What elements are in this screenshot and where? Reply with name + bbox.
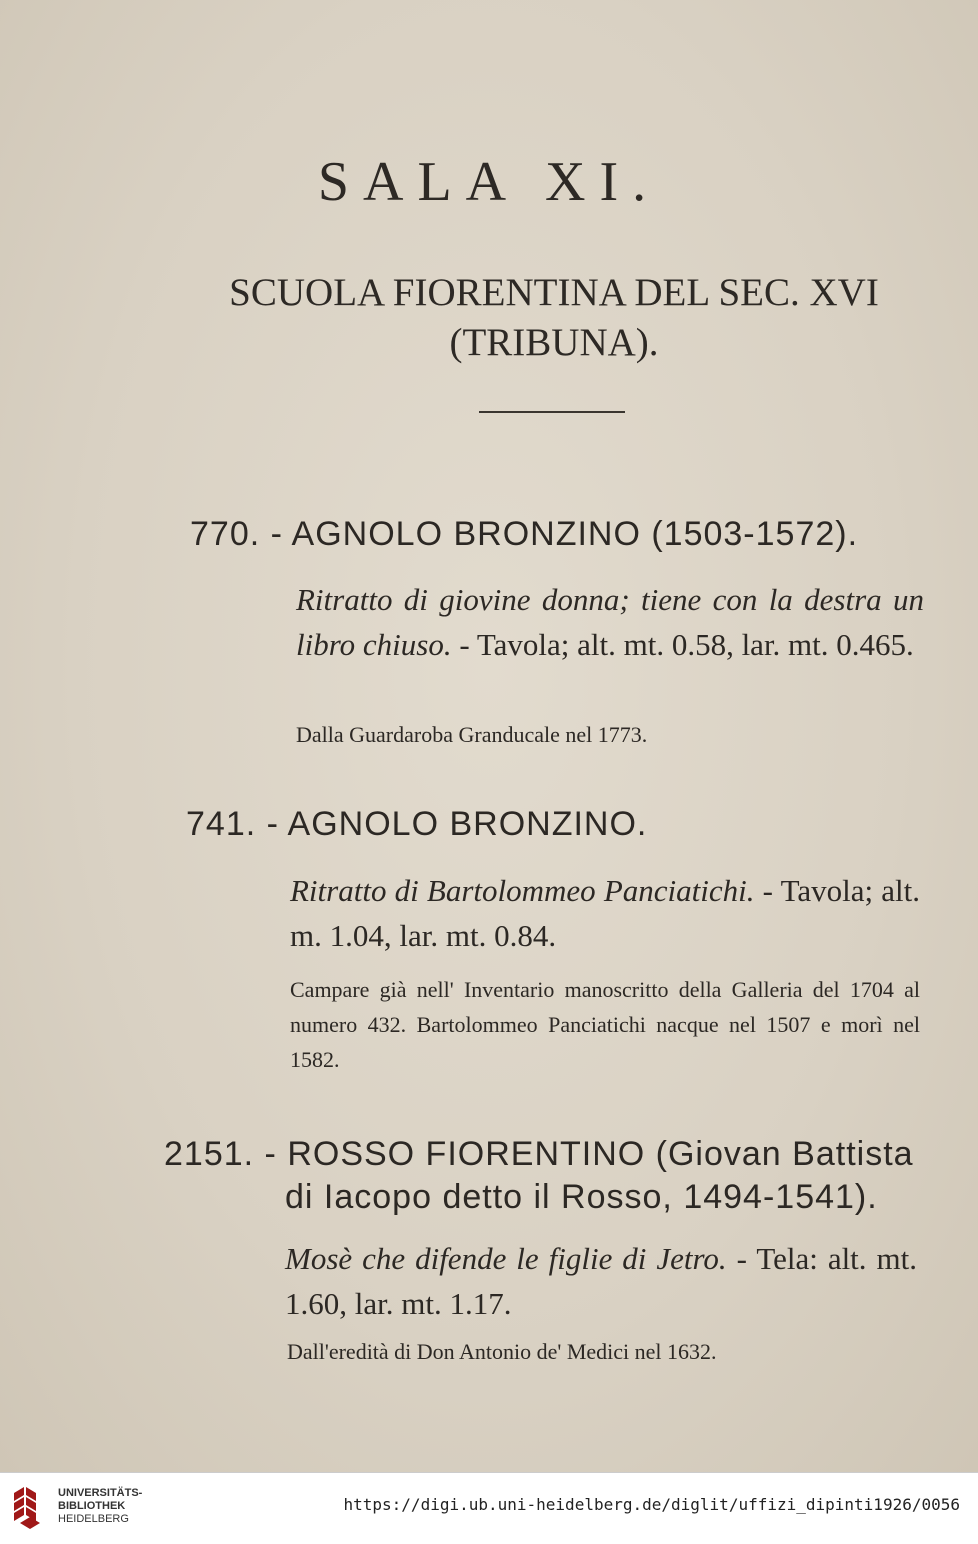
- subtitle-line-1: SCUOLA FIORENTINA DEL SEC. XVI: [229, 271, 879, 314]
- entry-number: 2151. -: [164, 1135, 277, 1173]
- entry-artist: ROSSO FIORENTINO (Giovan Battista: [287, 1135, 914, 1173]
- entry-heading: [190, 515, 858, 554]
- logo-line-2: BIBLIOTHEK: [58, 1500, 126, 1512]
- entry-heading: [186, 805, 647, 844]
- page-title: SALA XI.: [317, 151, 661, 213]
- entry-artist: AGNOLO BRONZINO (1503-1572).: [291, 515, 859, 553]
- entry-number: 770. -: [190, 515, 283, 553]
- footer-bar: [0, 1472, 978, 1544]
- entry-number: 741. -: [186, 805, 279, 843]
- entry-description: [290, 868, 920, 958]
- library-logo-icon: [10, 1483, 50, 1533]
- entry-description: [296, 577, 924, 667]
- logo-line-1: UNIVERSITÄTS-: [58, 1487, 143, 1499]
- entry-artist-continued: di Iacopo detto il Rosso, 1494-1541).: [285, 1178, 878, 1216]
- entry-artist: AGNOLO BRONZINO.: [287, 805, 648, 843]
- separator-rule: [479, 411, 625, 413]
- entry-description: [285, 1236, 917, 1326]
- artwork-details: - Tela: alt. mt. 1.60, lar. mt. 1.17.: [285, 1241, 917, 1321]
- artwork-details: - Tavola; alt. m. 1.04, lar. mt. 0.84.: [290, 873, 920, 953]
- library-logo-text: [58, 1487, 142, 1526]
- subtitle-line-2: (TRIBUNA).: [449, 321, 659, 364]
- artwork-title: Ritratto di Bartolommeo Panciatichi.: [290, 873, 755, 908]
- source-url-link[interactable]: https://digi.ub.uni-heidelberg.de/diglit/uffizi_dipinti1926/0056: [343, 1495, 960, 1514]
- entry-provenance-note: Campare già nell' Inventario manoscritto della Galleria del 1704 al numero 432. Bartolommeo Panciatichi nacque nel 1507 e morì nel 1582.: [290, 977, 920, 1072]
- entry-provenance-note: Dalla Guardaroba Granducale nel 1773.: [296, 722, 648, 747]
- entry-heading: [164, 1135, 914, 1174]
- section-subtitle: [130, 268, 978, 368]
- logo-line-3: HEIDELBERG: [58, 1513, 129, 1525]
- entry-provenance-note: Dall'eredità di Don Antonio de' Medici nel 1632.: [287, 1339, 717, 1364]
- artwork-title: Mosè che difende le figlie di Jetro.: [285, 1241, 727, 1276]
- artwork-details: - Tavola; alt. mt. 0.58, lar. mt. 0.465.: [451, 627, 914, 662]
- artwork-title: Ritratto di giovine donna; tiene con la destra un libro chiuso.: [296, 582, 924, 662]
